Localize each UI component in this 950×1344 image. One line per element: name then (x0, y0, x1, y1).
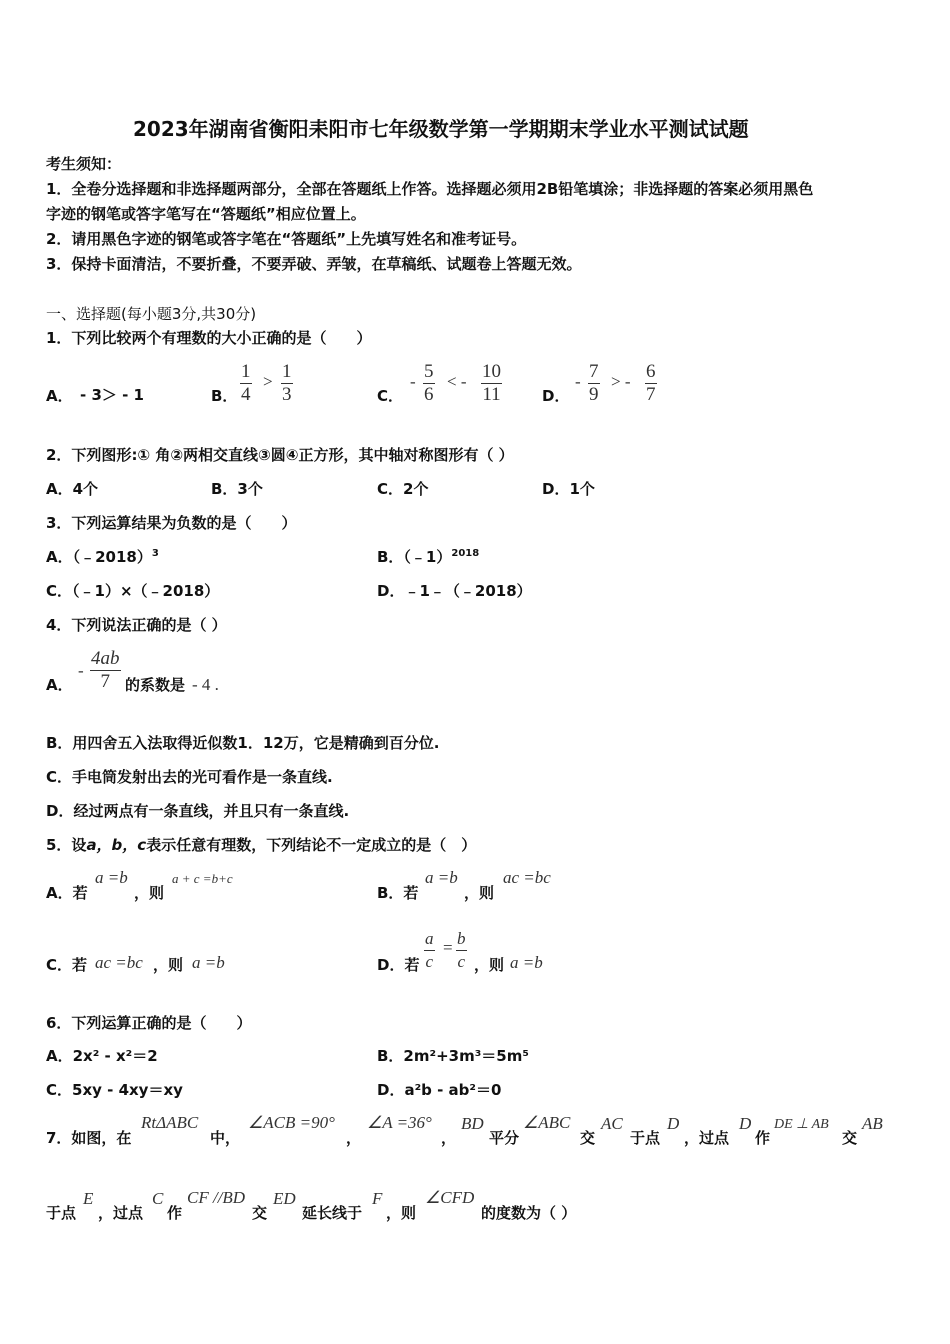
q1-stem: 1．下列比较两个有理数的大小正确的是（ ） (46, 329, 372, 347)
q6-option-d: D．a²b - ab²＝0 (377, 1081, 502, 1099)
notice-heading: 考生须知： (46, 155, 122, 173)
q7-math-angle-cfd: ∠CFD (425, 1188, 475, 1207)
q7-text-7: 于点 (630, 1129, 661, 1147)
q5-d-fraction-2: $\frac{b}{c}$ (457, 929, 466, 971)
q7-text-15: 延长线于 (302, 1204, 363, 1222)
q7-text-2: 中， (210, 1129, 241, 1147)
q7-math-angle-abc: ∠ABC (523, 1113, 571, 1132)
q2-option-a: A．4个 (46, 480, 99, 498)
notice-line-2: 2．请用黑色字迹的钢笔或答字笔在“答题纸”上先填写姓名和准考证号。 (46, 230, 527, 248)
q7-math-d-2: D (739, 1114, 752, 1133)
q4-a-text: 的系数是 (125, 676, 186, 694)
q2-option-b: B．3个 (211, 480, 263, 498)
q5-b-conclusion: ac =bc (503, 868, 551, 887)
q7-text-1: 7．如图，在 (46, 1129, 132, 1147)
q7-text-13: 作 (167, 1204, 183, 1222)
q1-b-operator: > (263, 372, 273, 391)
q4-option-b: B．用四舍五入法取得近似数1．12万，它是精确到百分位. (46, 734, 440, 752)
q7-math-ab: AB (862, 1114, 883, 1133)
q3-option-d: D．﹣1﹣（﹣2018） (377, 582, 532, 600)
q5-d-conclusion: a =b (510, 953, 543, 972)
q1-d-operator: > - (611, 372, 631, 391)
q1-b-fraction-1: $\frac{1}{4}$ (241, 361, 251, 405)
q4-stem: 4．下列说法正确的是（ ） (46, 616, 227, 634)
q5-option-b-label: B．若 (377, 884, 419, 902)
q1-c-sign: - (410, 372, 416, 391)
q2-option-c: C．2个 (377, 480, 429, 498)
q5-d-then: ，则 (474, 956, 505, 974)
q1-d-sign: - (575, 372, 581, 391)
q7-math-e: E (83, 1189, 94, 1208)
q5-a-then: ，则 (134, 884, 165, 902)
q7-math-cf-parallel-bd: CF //BD (187, 1188, 246, 1207)
q6-option-b: B．2m²+3m³＝5m⁵ (377, 1047, 529, 1065)
q4-option-a-label: A． (46, 676, 73, 694)
q1-option-c-label: C． (377, 387, 404, 405)
q5-c-then: ，则 (153, 956, 184, 974)
q7-math-de-perp-ab: DE ⊥ AB (774, 1117, 829, 1132)
q5-stem: 5．设a，b，c表示任意有理数，下列结论不一定成立的是（ ） (46, 836, 477, 854)
q3-stem: 3．下列运算结果为负数的是（ ） (46, 514, 297, 532)
page-title: 2023年湖南省衡阳耒阳市七年级数学第一学期期末学业水平测试试题 (133, 117, 749, 141)
q5-option-c-label: C．若 (46, 956, 88, 974)
q7-text-14: 交 (252, 1204, 268, 1222)
q7-math-c: C (152, 1189, 164, 1208)
q7-text-5: 平分 (489, 1129, 520, 1147)
q7-math-bd: BD (461, 1114, 484, 1133)
q6-option-a: A．2x² - x²＝2 (46, 1047, 158, 1065)
q1-c-operator: < - (447, 372, 467, 391)
section-heading: 一、选择题(每小题3分,共30分) (46, 305, 257, 323)
notice-line-1b: 字迹的钢笔或答字笔写在“答题纸”相应位置上。 (46, 205, 366, 223)
q7-text-8: ，过点 (684, 1129, 730, 1147)
q7-math-f: F (372, 1189, 383, 1208)
q4-a-sign: - (78, 661, 84, 680)
q5-option-a-label: A．若 (46, 884, 88, 902)
q2-option-d: D．1个 (542, 480, 595, 498)
q1-c-fraction-2: $\frac{10}{11}$ (482, 361, 501, 405)
q5-c-conclusion: a =b (192, 953, 225, 972)
q7-text-3: ， (346, 1129, 362, 1147)
q4-a-fraction: $\frac{4ab}{7}$ (91, 648, 120, 692)
q5-b-then: ，则 (464, 884, 495, 902)
q1-option-b-label: B． (211, 387, 238, 405)
q5-c-condition: ac =bc (95, 953, 143, 972)
q7-math-triangle: RtΔABC (141, 1113, 199, 1132)
q1-b-fraction-2: $\frac{1}{3}$ (282, 361, 292, 405)
q7-math-d: D (667, 1114, 680, 1133)
notice-line-3: 3．保持卡面清洁，不要折叠，不要弄破、弄皱，在草稿纸、试题卷上答题无效。 (46, 255, 582, 273)
q6-stem: 6．下列运算正确的是（ ） (46, 1014, 252, 1032)
q7-text-9: 作 (755, 1129, 771, 1147)
q7-text-17: 的度数为（ ） (481, 1204, 577, 1222)
q5-option-d-label: D．若 (377, 956, 420, 974)
q4-option-c: C．手电筒发射出去的光可看作是一条直线. (46, 768, 333, 786)
q7-text-6: 交 (580, 1129, 596, 1147)
q6-option-c: C．5xy - 4xy＝xy (46, 1081, 183, 1099)
q7-text-11: 于点 (46, 1204, 77, 1222)
q1-option-a-label: A． (46, 387, 73, 405)
q3-option-c: C．（﹣1）×（﹣2018） (46, 582, 220, 600)
q2-stem: 2．下列图形:① 角②两相交直线③圆④正方形，其中轴对称图形有（ ） (46, 446, 514, 464)
q1-option-d-label: D． (542, 387, 570, 405)
q7-math-angle-a: ∠A =36° (367, 1113, 432, 1132)
notice-line-1: 1．全卷分选择题和非选择题两部分，全部在答题纸上作答。选择题必须用2B铅笔填涂；非选择题的答案必须用黑色 (46, 180, 814, 198)
q5-a-conclusion: a + c =b+c (172, 871, 233, 886)
q5-d-fraction-1: $\frac{a}{c}$ (425, 929, 434, 971)
q7-text-10: 交 (842, 1129, 858, 1147)
q5-d-equals: = (443, 938, 453, 957)
q7-text-4: ， (441, 1129, 457, 1147)
q5-b-condition: a =b (425, 868, 458, 887)
q1-d-fraction-2: $\frac{6}{7}$ (646, 361, 656, 405)
q4-option-d: D．经过两点有一条直线，并且只有一条直线. (46, 802, 350, 820)
q7-math-ed: ED (273, 1189, 296, 1208)
q3-option-b: B．（﹣1）$^{2018}$ (377, 548, 480, 566)
q3-option-a: A．（﹣2018）$^3$ (46, 548, 159, 566)
q5-a-condition: a =b (95, 868, 128, 887)
q4-a-coefficient: - 4 . (192, 675, 219, 694)
q7-text-16: ，则 (386, 1204, 417, 1222)
q1-option-a-expr: - 3＞ - 1 (80, 386, 144, 404)
q1-c-fraction-1: $\frac{5}{6}$ (424, 361, 434, 405)
q7-math-ac: AC (601, 1114, 623, 1133)
q7-math-angle-acb: ∠ACB =90° (248, 1113, 335, 1132)
q1-d-fraction-1: $\frac{7}{9}$ (589, 361, 599, 405)
q7-text-12: ，过点 (98, 1204, 144, 1222)
